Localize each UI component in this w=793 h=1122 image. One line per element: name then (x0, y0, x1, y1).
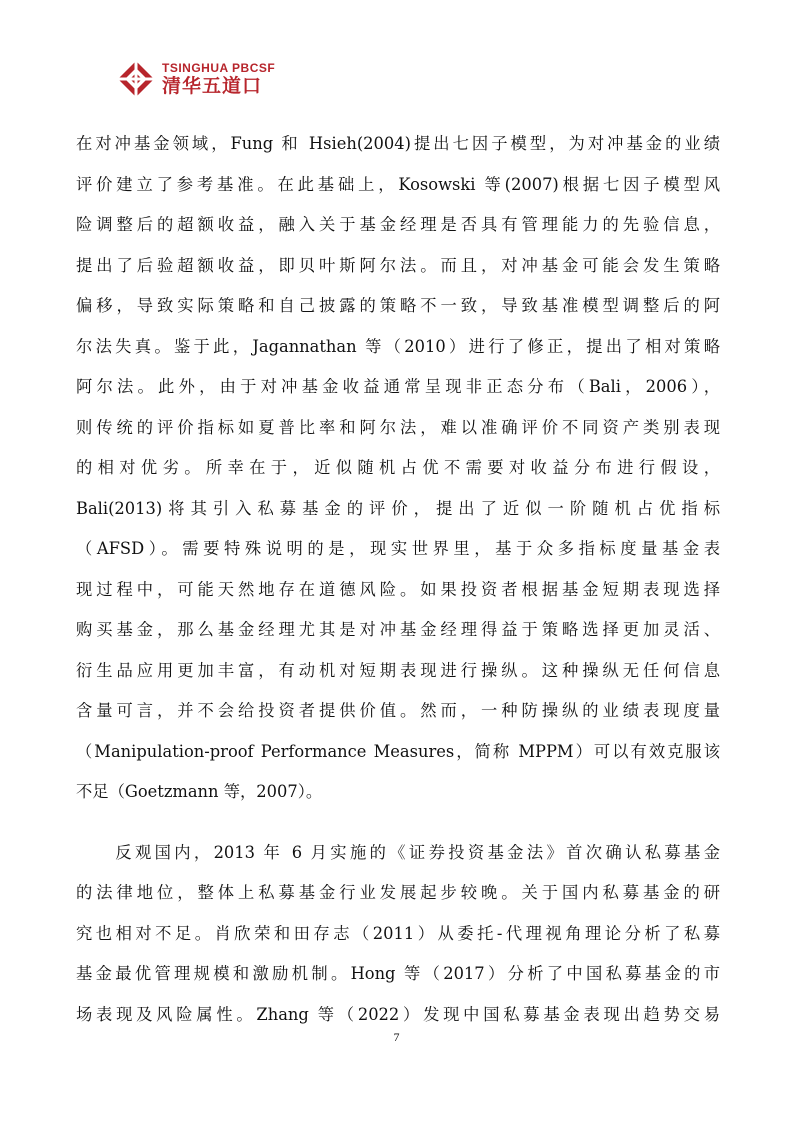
text-line: 尔法失真。鉴于此，Jagannathan 等（2010）进行了修正，提出了相对策略 (76, 336, 720, 356)
text-line: 基金最优管理规模和激励机制。Hong 等（2017）分析了中国私募基金的市 (76, 964, 720, 983)
text-line: 含量可言，并不会给投资者提供价值。然而，一种防操纵的业绩表现度量 (76, 701, 720, 720)
text-line: 现过程中，可能天然地存在道德风险。如果投资者根据基金短期表现选择 (76, 579, 720, 599)
paragraph-domestic-research (76, 833, 720, 1036)
text-line: 衍生品应用更加丰富，有动机对短期表现进行操纵。这种操纵无任何信息 (76, 660, 720, 680)
text-line: 的法律地位，整体上私募基金行业发展起步较晚。关于国内私募基金的研 (76, 883, 720, 902)
text-line: 评价建立了参考基准。在此基础上，Kosowski 等(2007)根据七因子模型风 (76, 174, 720, 194)
text-line: 则传统的评价指标如夏普比率和阿尔法，难以准确评价不同资产类别表现 (76, 417, 720, 437)
text-line: 提出了后验超额收益，即贝叶斯阿尔法。而且，对冲基金可能会发生策略 (76, 255, 720, 275)
text-line: 在对冲基金领域，Fung 和 Hsieh(2004)提出七因子模型，为对冲基金的业绩 (76, 134, 720, 153)
text-line: Bali(2013)将其引入私募基金的评价，提出了近似一阶随机占优指标 (76, 498, 720, 518)
text-line: 险调整后的超额收益，融入关于基金经理是否具有管理能力的先验信息， (76, 215, 720, 234)
text-line: （AFSD）。需要特殊说明的是，现实世界里，基于众多指标度量基金表 (76, 539, 720, 558)
text-line: （Manipulation-proof Performance Measures，简称 MPPM）可以有效克服该 (76, 741, 720, 761)
text-line: 阿尔法。此外，由于对冲基金收益通常呈现非正态分布（Bali，2006）， (76, 377, 720, 396)
text-line: 偏移，导致实际策略和自己披露的策略不一致，导致基准模型调整后的阿 (76, 296, 720, 315)
paragraph-hedge-fund-evaluation (76, 124, 720, 813)
text-line: 场表现及风险属性。Zhang 等（2022）发现中国私募基金表现出趋势交易 (76, 1004, 720, 1024)
text-line: 究也相对不足。肖欣荣和田存志（2011）从委托-代理视角理论分析了私募 (76, 923, 720, 943)
document-body (76, 124, 720, 1035)
logo-mark-icon (116, 59, 156, 99)
text-line: 不足（Goetzmann 等，2007）。 (76, 782, 323, 801)
tsinghua-pbcsf-logo (116, 58, 275, 100)
text-line: 反观国内，2013 年 6 月实施的《证券投资基金法》首次确认私募基金 (76, 842, 720, 862)
text-line: 的相对优劣。所幸在于，近似随机占优不需要对收益分布进行假设， (76, 458, 720, 477)
logo-chinese-text: 清华五道口 (162, 75, 263, 97)
logo-english-text: TSINGHUA PBCSF (162, 61, 276, 75)
page-number: 7 (393, 1030, 400, 1044)
text-line: 购买基金，那么基金经理尤其是对冲基金经理得益于策略选择更加灵活、 (76, 620, 720, 639)
